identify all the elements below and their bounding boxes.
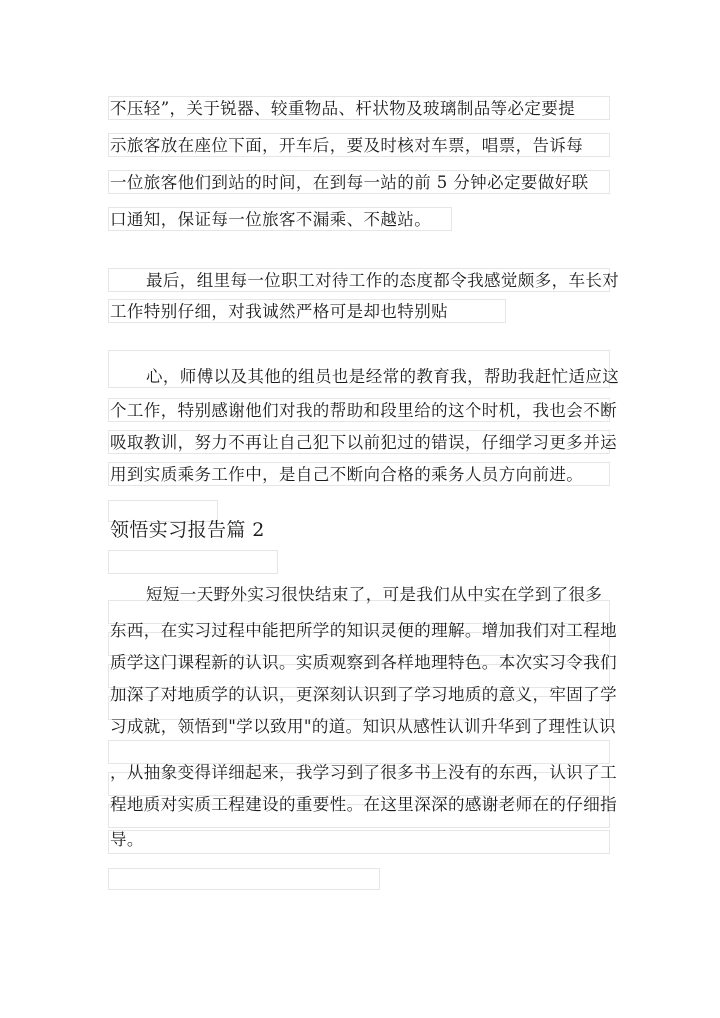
paragraph1-line: 不压轻”，关于锐器、较重物品、杆状物及玻璃制品等必定要提 <box>110 99 576 118</box>
text-box-outline <box>108 550 278 574</box>
text-box-outline <box>108 868 380 890</box>
text-box-outline <box>108 830 610 854</box>
paragraph3-line: 用到实质乘务工作中，是自己不断向合格的乘务人员方向前进。 <box>110 465 584 484</box>
text-box-outline <box>108 740 610 764</box>
paragraph4-line: 短短一天野外实习很快结束了，可是我们从中实在学到了很多 <box>146 585 603 604</box>
paragraph2-line: 工作特别仔细，对我诚然严格可是却也特别贴 <box>110 302 448 321</box>
paragraph1-line: 示旅客放在座位下面，开车后，要及时核对车票，唱票，告诉每 <box>110 136 584 155</box>
paragraph3-line: 个工作，特别感谢他们对我的帮助和段里给的这个时机，我也会不断 <box>110 401 617 420</box>
paragraph4-line: 程地质对实质工程建设的重要性。在这里深深的感谢老师在的仔细指 <box>110 795 617 814</box>
paragraph4-line: 质学这门课程新的认识。实质观察到各样地理特色。本次实习令我们 <box>110 653 617 672</box>
paragraph4-line: 东西，在实习过程中能把所学的知识灵便的理解。增加我们对工程地 <box>110 621 617 640</box>
paragraph1-line: 一位旅客他们到站的时间，在到每一站的前 5 分钟必定要做好联 <box>110 173 589 192</box>
paragraph4-line: 导。 <box>110 830 144 849</box>
paragraph3-line: 心，师傅以及其他的组员也是经常的教育我，帮助我赶忙适应这 <box>146 367 620 386</box>
paragraph4-line: 加深了对地质学的认识，更深刻认识到了学习地质的意义，牢固了学 <box>110 685 617 704</box>
paragraph2-line: 最后，组里每一位职工对待工作的态度都令我感觉颇多，车长对 <box>146 271 620 290</box>
paragraph3-line: 吸取教训，努力不再让自己犯下以前犯过的错误，仔细学习更多并运 <box>110 433 617 452</box>
section-heading: 领悟实习报告篇 2 <box>110 519 265 541</box>
paragraph1-line: 口通知，保证每一位旅客不漏乘、不越站。 <box>110 210 432 229</box>
paragraph4-line: 习成就，领悟到"学以致用"的道。知识从感性认训升华到了理性认识 <box>110 717 617 736</box>
paragraph4-line: ，从抽象变得详细起来，我学习到了很多书上没有的东西，认识了工 <box>110 763 617 782</box>
